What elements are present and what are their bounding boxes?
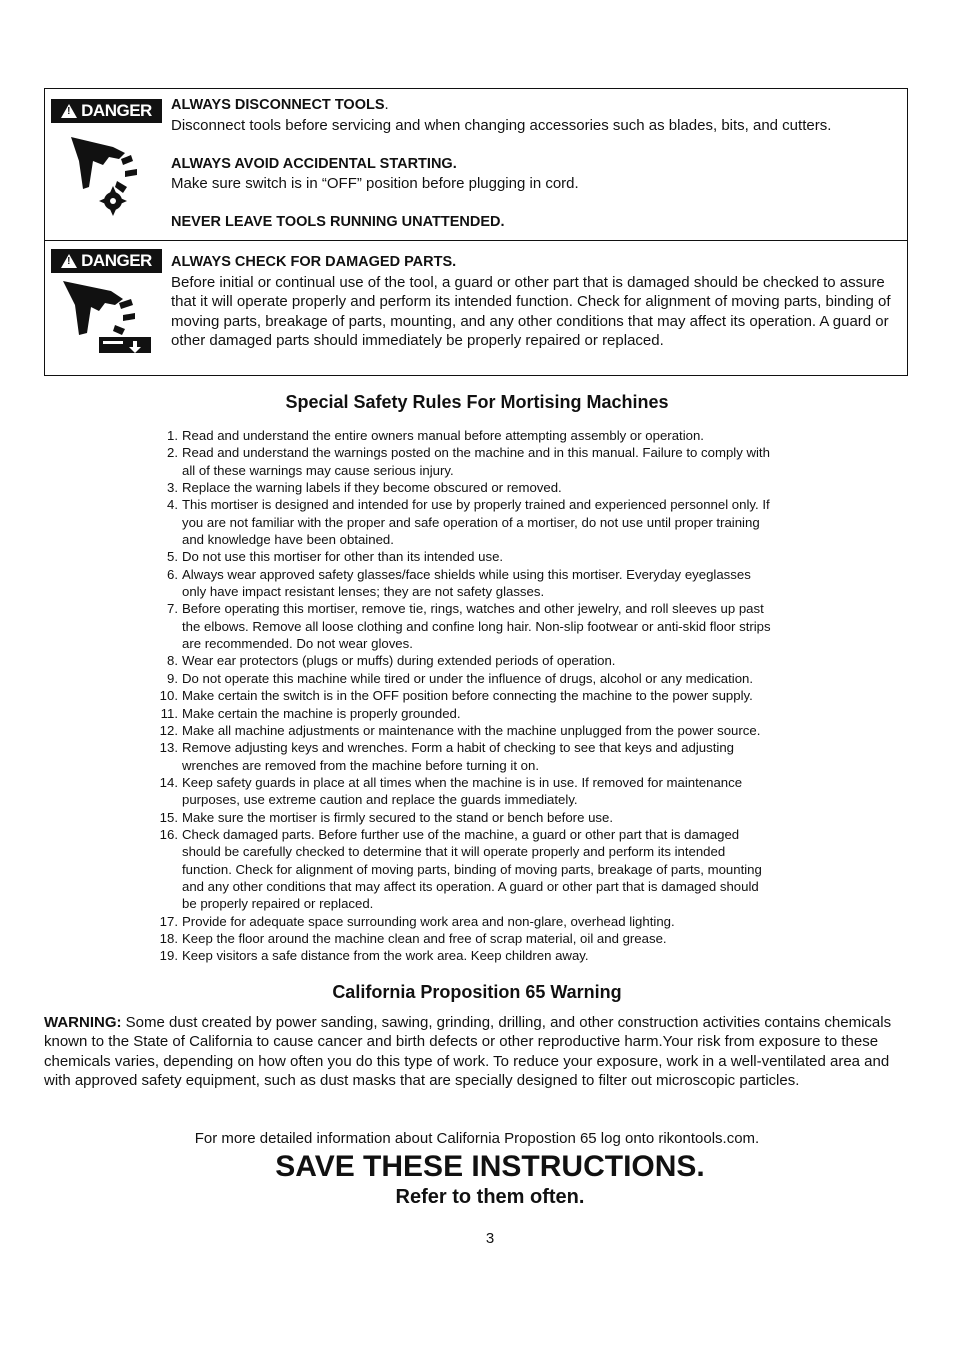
rule-item bbox=[150, 670, 850, 687]
rule-text-line: Make sure the mortiser is firmly secured to the stand or bench before use. bbox=[182, 809, 613, 825]
danger-badge-label: DANGER bbox=[81, 251, 152, 270]
danger-panel-1-text bbox=[171, 95, 903, 233]
rule-text-line: Remove adjusting keys and wrenches. Form a habit of checking to see that keys and adjusting bbox=[182, 740, 734, 756]
rule-item bbox=[150, 652, 850, 669]
refer-text: Refer to them often. bbox=[395, 1186, 585, 1208]
rule-number: 13. bbox=[159, 740, 178, 756]
rule-text-line: This mortiser is designed and intended for use by properly trained and experienced personnel only. If bbox=[182, 497, 770, 513]
rule-number: 1. bbox=[167, 428, 178, 443]
rule-item bbox=[150, 739, 850, 774]
body-damaged: Before initial or continual use of the tool, a guard or other part that is damaged should be checked to assure that it will operate properly and perform its intended function. Check for alignment of moving parts, binding of moving parts, breakage of parts, mounting, and any other conditions that may affect its operation. A guard or other damaged parts should immediately be properly repaired or replaced. bbox=[171, 273, 891, 349]
prop65-warning bbox=[44, 1013, 908, 1090]
rule-number: 3. bbox=[167, 480, 178, 496]
body-disconnect: Disconnect tools before servicing and when changing accessories such as blades, bits, and cutters. bbox=[171, 116, 832, 134]
rule-text-line: Make certain the switch is in the OFF position before connecting the machine to the power supply. bbox=[182, 688, 753, 704]
rule-number: 5. bbox=[167, 549, 178, 565]
prop65-label: WARNING: bbox=[44, 1014, 122, 1031]
rule-number: 8. bbox=[167, 653, 178, 669]
rule-item bbox=[150, 947, 850, 964]
rule-number: 10. bbox=[159, 688, 178, 704]
danger-badge-label: DANGER bbox=[81, 101, 152, 120]
rule-text-line: Before operating this mortiser, remove tie, rings, watches and other jewelry, and roll sleeves up past bbox=[182, 601, 764, 617]
rule-text-line: should be carefully checked to determine that it will operate properly and perform its intended bbox=[182, 844, 726, 860]
heading-unattended: NEVER LEAVE TOOLS RUNNING UNATTENDED. bbox=[171, 214, 505, 230]
save-instructions-heading: SAVE THESE INSTRUCTIONS. bbox=[275, 1150, 705, 1183]
rule-number: 18. bbox=[159, 930, 178, 946]
page-number: 3 bbox=[485, 1230, 495, 1247]
rule-number: 6. bbox=[167, 566, 178, 582]
rule-item bbox=[150, 479, 850, 496]
danger-panel-1 bbox=[45, 89, 907, 241]
rule-text-line: Do not operate this machine while tired or under the influence of drugs, alcohol or any medication. bbox=[182, 670, 754, 686]
rule-number: 7. bbox=[167, 601, 178, 617]
rule-number: 4. bbox=[167, 497, 178, 513]
rule-text-line: all of these warnings may cause serious injury. bbox=[182, 462, 454, 478]
rule-text-line: Replace the warning labels if they become obscured or removed. bbox=[182, 480, 562, 496]
rule-text-line: Wear ear protectors (plugs or muffs) during extended periods of operation. bbox=[182, 653, 616, 669]
rule-text-line: Keep the floor around the machine clean and free of scrap material, oil and grease. bbox=[182, 930, 667, 946]
more-info-text: For more detailed information about California Propostion 65 log onto rikontools.com. bbox=[194, 1130, 760, 1147]
hand-cutter-hazard-icon bbox=[63, 131, 155, 223]
prop65-title: California Proposition 65 Warning bbox=[332, 982, 622, 1002]
rule-item bbox=[150, 444, 850, 479]
rule-item bbox=[150, 809, 850, 826]
rule-text-line: function. Check for alignment of moving parts, binding of moving parts, breakage of parts, mounting bbox=[182, 861, 762, 877]
rule-item bbox=[150, 600, 850, 652]
warning-triangle-icon bbox=[61, 254, 77, 268]
body-accidental: Make sure switch is in “OFF” position before plugging in cord. bbox=[171, 175, 579, 192]
danger-panel-2-text bbox=[171, 253, 903, 351]
rule-number: 2. bbox=[167, 445, 178, 461]
rule-item bbox=[150, 930, 850, 947]
rule-text-line: Provide for adequate space surrounding work area and non-glare, overhead lighting. bbox=[182, 913, 675, 929]
rule-number: 14. bbox=[159, 774, 178, 790]
rule-item bbox=[150, 913, 850, 930]
rule-text-line: only have impact resistant lenses; they are not safety glasses. bbox=[182, 584, 545, 600]
rule-item bbox=[150, 826, 850, 913]
rule-number: 19. bbox=[159, 948, 178, 964]
heading-accidental: ALWAYS AVOID ACCIDENTAL STARTING. bbox=[171, 155, 457, 172]
prop65-text: Some dust created by power sanding, sawing, grinding, drilling, and other construction activities contains chemicals known to the State of California to cause cancer and birth defects or other reproductive harm.Your risk from exposure to these chemicals varies, depending on how often you do this type of work. To reduce your exposure, work in a well-ventilated area and with approved safety equipment, such as dust masks that are specially designed to filter out microscopic particles. bbox=[44, 1014, 892, 1089]
rule-text-line: be properly repaired or replaced. bbox=[182, 896, 374, 912]
hand-damaged-part-icon bbox=[63, 281, 155, 357]
rule-item bbox=[150, 774, 850, 809]
rule-text-line: Read and understand the warnings posted on the machine and in this manual. Failure to comply with bbox=[182, 445, 770, 461]
rule-number: 11. bbox=[160, 705, 178, 721]
danger-box bbox=[44, 88, 908, 376]
rule-text-line: Always wear approved safety glasses/face shields while using this mortiser. Everyday eyeglasses bbox=[182, 566, 751, 582]
rule-text-line: wrenches are removed from the machine before turning it on. bbox=[182, 757, 539, 773]
rule-item bbox=[150, 548, 850, 565]
danger-badge bbox=[51, 249, 162, 273]
rule-text-line: and any other conditions that may affect its operation. A guard or other part that is damaged should bbox=[182, 878, 759, 894]
rule-item bbox=[150, 566, 850, 601]
rule-number: 9. bbox=[167, 670, 178, 686]
rule-item bbox=[150, 722, 850, 739]
warning-triangle-icon bbox=[61, 104, 77, 118]
rule-text-line: Read and understand the entire owners manual before attempting assembly or operation. bbox=[182, 428, 704, 443]
rule-text-line: you are not familiar with the proper and safe operation of a mortiser, do not use until proper training bbox=[182, 514, 760, 530]
rule-text-line: are recommended. Do not wear gloves. bbox=[182, 636, 413, 652]
heading-disconnect: ALWAYS DISCONNECT TOOLS bbox=[171, 97, 385, 113]
rule-item bbox=[150, 687, 850, 704]
rule-item bbox=[150, 427, 850, 444]
rule-text-line: Make all machine adjustments or maintenance with the machine unplugged from the power source. bbox=[182, 722, 761, 738]
rule-text-line: Keep safety guards in place at all times when the machine is in use. If removed for maintenance bbox=[182, 774, 743, 790]
rule-text-line: Check damaged parts. Before further use of the machine, a guard or other part that is damaged bbox=[182, 826, 740, 842]
rule-text-line: Do not use this mortiser for other than its intended use. bbox=[182, 549, 504, 565]
rule-text-line: purposes, use extreme caution and replace the guards immediately. bbox=[182, 792, 578, 808]
rule-number: 12. bbox=[159, 722, 178, 738]
rule-number: 16. bbox=[159, 826, 178, 842]
danger-panel-2 bbox=[45, 241, 907, 375]
heading-damaged: ALWAYS CHECK FOR DAMAGED PARTS. bbox=[171, 254, 457, 270]
rules-list bbox=[150, 427, 850, 965]
rule-item bbox=[150, 705, 850, 722]
rule-text-line: Keep visitors a safe distance from the work area. Keep children away. bbox=[182, 948, 589, 964]
rules-title: Special Safety Rules For Mortising Machines bbox=[285, 392, 669, 412]
rule-text-line: and knowledge have been obtained. bbox=[182, 532, 394, 548]
danger-badge bbox=[51, 99, 162, 123]
heading-disconnect-suffix: . bbox=[384, 96, 389, 113]
rule-item bbox=[150, 496, 850, 548]
rule-text-line: the elbows. Remove all loose clothing and confine long hair. Non-slip footwear or anti-skid floor strips bbox=[182, 618, 771, 634]
rule-text-line: Make certain the machine is properly grounded. bbox=[182, 705, 461, 721]
rule-number: 15. bbox=[159, 809, 178, 825]
rule-number: 17. bbox=[159, 913, 178, 929]
